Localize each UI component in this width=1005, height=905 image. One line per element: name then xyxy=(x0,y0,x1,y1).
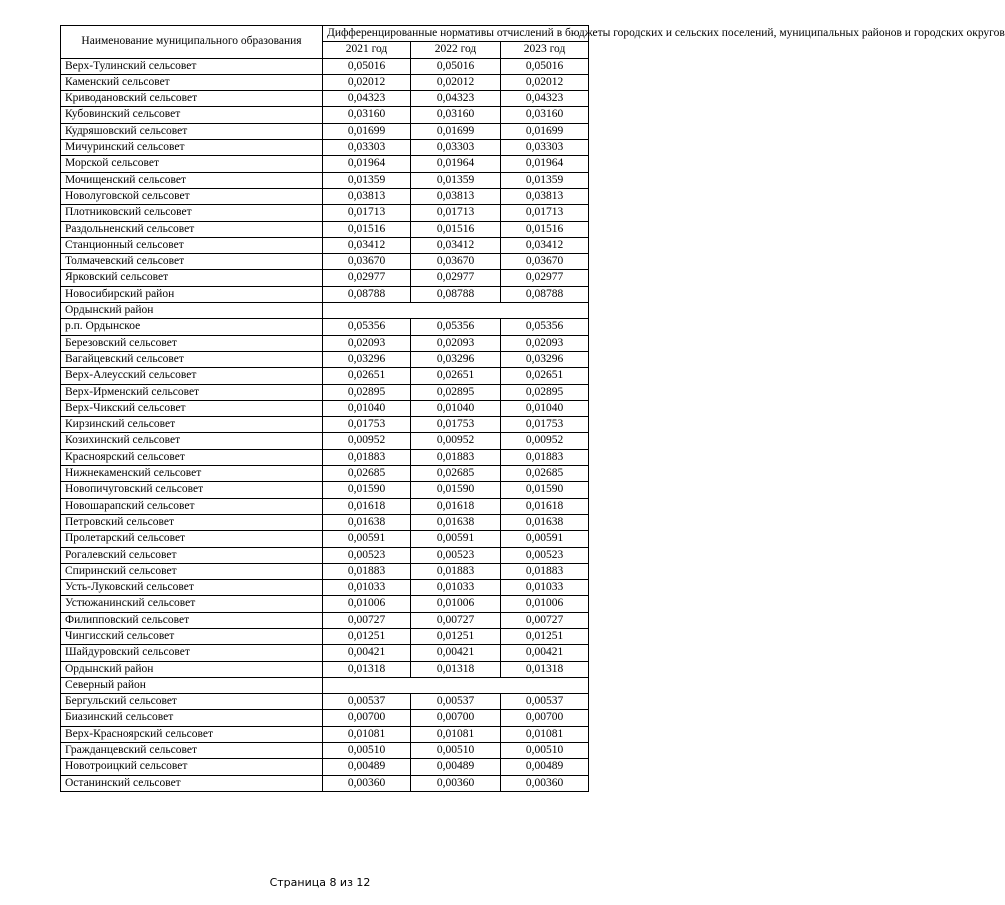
table-row xyxy=(61,563,589,579)
municipality-name: Толмачевский сельсовет xyxy=(61,254,323,270)
norm-value: 0,03160 xyxy=(501,107,589,123)
norm-value: 0,01964 xyxy=(411,156,501,172)
municipality-name: Новопичуговский сельсовет xyxy=(61,482,323,498)
municipality-name: Верх-Чикский сельсовет xyxy=(61,400,323,416)
norm-value: 0,00591 xyxy=(411,531,501,547)
municipality-name: Филипповский сельсовет xyxy=(61,612,323,628)
municipality-name: Новошарапский сельсовет xyxy=(61,498,323,514)
norm-value: 0,03813 xyxy=(323,188,411,204)
norm-value: 0,01883 xyxy=(411,449,501,465)
municipality-name: Раздольненский сельсовет xyxy=(61,221,323,237)
section-title: Ордынский район xyxy=(61,303,323,319)
municipality-name: Кирзинский сельсовет xyxy=(61,417,323,433)
norm-value: 0,01359 xyxy=(323,172,411,188)
norm-value: 0,00591 xyxy=(501,531,589,547)
municipality-name: Биазинский сельсовет xyxy=(61,710,323,726)
norm-value: 0,03160 xyxy=(411,107,501,123)
norm-value: 0,02895 xyxy=(501,384,589,400)
municipality-name: Вагайцевский сельсовет xyxy=(61,351,323,367)
section-empty-cell xyxy=(323,303,589,319)
municipality-name: Красноярский сельсовет xyxy=(61,449,323,465)
section-row xyxy=(61,677,589,693)
table-row xyxy=(61,498,589,514)
norm-value: 0,00591 xyxy=(323,531,411,547)
table-row xyxy=(61,400,589,416)
norm-value: 0,00523 xyxy=(411,547,501,563)
norm-value: 0,08788 xyxy=(501,286,589,302)
municipality-name: Верх-Тулинский сельсовет xyxy=(61,58,323,74)
norm-value: 0,01006 xyxy=(411,596,501,612)
norm-value: 0,00510 xyxy=(411,743,501,759)
norm-value: 0,00360 xyxy=(323,775,411,791)
table-row xyxy=(61,140,589,156)
norm-value: 0,03412 xyxy=(501,237,589,253)
norm-value: 0,08788 xyxy=(323,286,411,302)
norms-table xyxy=(60,25,1005,792)
norm-value: 0,01040 xyxy=(411,400,501,416)
norm-value: 0,00489 xyxy=(501,759,589,775)
norm-value: 0,00421 xyxy=(323,645,411,661)
norm-value: 0,01618 xyxy=(501,498,589,514)
table-row xyxy=(61,645,589,661)
norm-value: 0,02977 xyxy=(323,270,411,286)
norm-value: 0,01081 xyxy=(411,726,501,742)
table-row xyxy=(61,188,589,204)
norm-value: 0,01081 xyxy=(323,726,411,742)
norm-value: 0,01251 xyxy=(323,628,411,644)
norm-value: 0,00523 xyxy=(501,547,589,563)
table-row xyxy=(61,449,589,465)
table-row xyxy=(61,270,589,286)
norm-value: 0,01516 xyxy=(501,221,589,237)
norm-value: 0,00421 xyxy=(501,645,589,661)
norm-value: 0,05016 xyxy=(411,58,501,74)
norm-value: 0,03296 xyxy=(323,351,411,367)
norm-value: 0,01883 xyxy=(323,563,411,579)
norm-value: 0,03813 xyxy=(411,188,501,204)
norm-value: 0,01516 xyxy=(323,221,411,237)
section-row xyxy=(61,303,589,319)
norm-value: 0,00489 xyxy=(411,759,501,775)
norm-value: 0,02651 xyxy=(501,368,589,384)
section-title: Северный район xyxy=(61,677,323,693)
table-row xyxy=(61,58,589,74)
table-row xyxy=(61,694,589,710)
norm-value: 0,02651 xyxy=(411,368,501,384)
norm-value: 0,01359 xyxy=(411,172,501,188)
norm-value: 0,01883 xyxy=(501,449,589,465)
norm-value: 0,02012 xyxy=(501,74,589,90)
municipality-name: Бергульский сельсовет xyxy=(61,694,323,710)
norm-value: 0,01964 xyxy=(323,156,411,172)
norm-value: 0,02012 xyxy=(411,74,501,90)
municipality-name: Козихинский сельсовет xyxy=(61,433,323,449)
table-row xyxy=(61,775,589,791)
norm-value: 0,00727 xyxy=(501,612,589,628)
municipality-name: Мочищенский сельсовет xyxy=(61,172,323,188)
norm-value: 0,01638 xyxy=(501,514,589,530)
norm-value: 0,01883 xyxy=(501,563,589,579)
municipality-name: Морской сельсовет xyxy=(61,156,323,172)
municipality-name: Березовский сельсовет xyxy=(61,335,323,351)
norm-value: 0,02685 xyxy=(501,466,589,482)
norm-value: 0,02685 xyxy=(411,466,501,482)
municipality-name: Гражданцевский сельсовет xyxy=(61,743,323,759)
table-row xyxy=(61,661,589,677)
norm-value: 0,02093 xyxy=(411,335,501,351)
municipality-name: Верх-Красноярский сельсовет xyxy=(61,726,323,742)
norm-value: 0,01699 xyxy=(323,123,411,139)
norm-value: 0,01699 xyxy=(411,123,501,139)
norm-value: 0,01033 xyxy=(411,580,501,596)
norm-value: 0,01006 xyxy=(323,596,411,612)
norm-value: 0,01033 xyxy=(501,580,589,596)
municipality-name: Плотниковский сельсовет xyxy=(61,205,323,221)
norm-value: 0,01618 xyxy=(323,498,411,514)
norm-value: 0,00510 xyxy=(323,743,411,759)
municipality-name: Нижнекаменский сельсовет xyxy=(61,466,323,482)
norm-value: 0,03412 xyxy=(411,237,501,253)
table-row xyxy=(61,417,589,433)
norm-value: 0,03670 xyxy=(323,254,411,270)
section-empty-cell xyxy=(323,677,589,693)
table-row xyxy=(61,319,589,335)
table-row xyxy=(61,433,589,449)
table-row xyxy=(61,482,589,498)
table-row xyxy=(61,172,589,188)
table-row xyxy=(61,514,589,530)
norm-value: 0,00421 xyxy=(411,645,501,661)
norm-value: 0,00489 xyxy=(323,759,411,775)
norm-value: 0,01638 xyxy=(411,514,501,530)
norm-value: 0,03296 xyxy=(411,351,501,367)
municipality-name: Верх-Алеусский сельсовет xyxy=(61,368,323,384)
norm-value: 0,01618 xyxy=(411,498,501,514)
table-row xyxy=(61,596,589,612)
table-row xyxy=(61,123,589,139)
municipality-name: Петровский сельсовет xyxy=(61,514,323,530)
municipality-name: Новотроицкий сельсовет xyxy=(61,759,323,775)
norm-value: 0,02977 xyxy=(411,270,501,286)
municipality-name: Останинский сельсовет xyxy=(61,775,323,791)
norm-value: 0,00360 xyxy=(411,775,501,791)
municipality-name: Верх-Ирменский сельсовет xyxy=(61,384,323,400)
municipality-name: Новолуговской сельсовет xyxy=(61,188,323,204)
table-row xyxy=(61,531,589,547)
norm-value: 0,01318 xyxy=(501,661,589,677)
table-row xyxy=(61,759,589,775)
table-row xyxy=(61,74,589,90)
norm-value: 0,00537 xyxy=(411,694,501,710)
norm-value: 0,01359 xyxy=(501,172,589,188)
norm-value: 0,01713 xyxy=(501,205,589,221)
norm-value: 0,03160 xyxy=(323,107,411,123)
norm-value: 0,00727 xyxy=(411,612,501,628)
norm-value: 0,01318 xyxy=(323,661,411,677)
norm-value: 0,00952 xyxy=(411,433,501,449)
norm-value: 0,01318 xyxy=(411,661,501,677)
municipality-name: Ордынский район xyxy=(61,661,323,677)
norm-value: 0,00537 xyxy=(501,694,589,710)
norm-value: 0,01040 xyxy=(501,400,589,416)
norm-value: 0,03670 xyxy=(411,254,501,270)
table-row xyxy=(61,612,589,628)
norm-value: 0,05356 xyxy=(323,319,411,335)
norm-value: 0,02895 xyxy=(411,384,501,400)
norm-value: 0,00727 xyxy=(323,612,411,628)
norm-value: 0,03303 xyxy=(411,140,501,156)
municipality-name: Усть-Луковский сельсовет xyxy=(61,580,323,596)
table-row xyxy=(61,710,589,726)
municipality-name: Криводановский сельсовет xyxy=(61,91,323,107)
norm-value: 0,01516 xyxy=(411,221,501,237)
norm-value: 0,01040 xyxy=(323,400,411,416)
column-header-year-2022: 2022 год xyxy=(411,42,501,58)
norm-value: 0,02012 xyxy=(323,74,411,90)
municipality-name: Чингисский сельсовет xyxy=(61,628,323,644)
norm-value: 0,01251 xyxy=(501,628,589,644)
table-row xyxy=(61,221,589,237)
norm-value: 0,00510 xyxy=(501,743,589,759)
norm-value: 0,01713 xyxy=(411,205,501,221)
norm-value: 0,00952 xyxy=(323,433,411,449)
norm-value: 0,05016 xyxy=(323,58,411,74)
norm-value: 0,00360 xyxy=(501,775,589,791)
norm-value: 0,00700 xyxy=(411,710,501,726)
table-row xyxy=(61,466,589,482)
column-header-group: Дифференцированные нормативы отчислений в бюджеты городских и сельских поселений, муниципальных районов и городских округов xyxy=(323,26,589,42)
norm-value: 0,02651 xyxy=(323,368,411,384)
norm-value: 0,05016 xyxy=(501,58,589,74)
norm-value: 0,02895 xyxy=(323,384,411,400)
norm-value: 0,01081 xyxy=(501,726,589,742)
table-row xyxy=(61,384,589,400)
municipality-name: Мичуринский сельсовет xyxy=(61,140,323,156)
norm-value: 0,01251 xyxy=(411,628,501,644)
table-row xyxy=(61,580,589,596)
table-row xyxy=(61,156,589,172)
table-row xyxy=(61,286,589,302)
norm-value: 0,00523 xyxy=(323,547,411,563)
norm-value: 0,04323 xyxy=(501,91,589,107)
table-body xyxy=(61,58,589,791)
municipality-name: Шайдуровский сельсовет xyxy=(61,645,323,661)
norm-value: 0,02977 xyxy=(501,270,589,286)
norm-value: 0,03303 xyxy=(501,140,589,156)
norm-value: 0,01590 xyxy=(323,482,411,498)
norm-value: 0,00700 xyxy=(501,710,589,726)
municipality-name: Каменский сельсовет xyxy=(61,74,323,90)
norm-value: 0,03813 xyxy=(501,188,589,204)
municipality-name: Устюжанинский сельсовет xyxy=(61,596,323,612)
norm-value: 0,01033 xyxy=(323,580,411,596)
table-row xyxy=(61,547,589,563)
norm-value: 0,02093 xyxy=(323,335,411,351)
norm-value: 0,01590 xyxy=(501,482,589,498)
norm-value: 0,04323 xyxy=(411,91,501,107)
column-header-year-2023: 2023 год xyxy=(501,42,589,58)
norm-value: 0,01699 xyxy=(501,123,589,139)
table-row xyxy=(61,351,589,367)
norm-value: 0,01883 xyxy=(323,449,411,465)
norm-value: 0,00952 xyxy=(501,433,589,449)
table-row xyxy=(61,335,589,351)
norm-value: 0,02685 xyxy=(323,466,411,482)
table-row xyxy=(61,254,589,270)
table-row xyxy=(61,107,589,123)
table-row xyxy=(61,743,589,759)
municipality-name: Кубовинский сельсовет xyxy=(61,107,323,123)
norm-value: 0,03670 xyxy=(501,254,589,270)
norm-value: 0,01964 xyxy=(501,156,589,172)
page-number: Страница 8 из 12 xyxy=(269,876,371,889)
norm-value: 0,01713 xyxy=(323,205,411,221)
norm-value: 0,02093 xyxy=(501,335,589,351)
column-header-year-2021: 2021 год xyxy=(323,42,411,58)
norm-value: 0,03412 xyxy=(323,237,411,253)
municipality-name: Пролетарский сельсовет xyxy=(61,531,323,547)
norm-value: 0,01753 xyxy=(323,417,411,433)
table-row xyxy=(61,726,589,742)
column-header-name: Наименование муниципального образования xyxy=(61,26,323,59)
norm-value: 0,05356 xyxy=(501,319,589,335)
norm-value: 0,04323 xyxy=(323,91,411,107)
table-row xyxy=(61,91,589,107)
norm-value: 0,03303 xyxy=(323,140,411,156)
municipality-name: Спиринский сельсовет xyxy=(61,563,323,579)
norm-value: 0,08788 xyxy=(411,286,501,302)
norm-value: 0,01753 xyxy=(411,417,501,433)
table-row xyxy=(61,368,589,384)
norm-value: 0,01883 xyxy=(411,563,501,579)
municipality-name: Рогалевский сельсовет xyxy=(61,547,323,563)
norm-value: 0,01638 xyxy=(323,514,411,530)
municipality-name: р.п. Ордынское xyxy=(61,319,323,335)
municipality-name: Новосибирский район xyxy=(61,286,323,302)
municipality-name: Станционный сельсовет xyxy=(61,237,323,253)
table-row xyxy=(61,628,589,644)
norm-value: 0,01590 xyxy=(411,482,501,498)
table-row xyxy=(61,205,589,221)
norm-value: 0,00700 xyxy=(323,710,411,726)
norm-value: 0,01753 xyxy=(501,417,589,433)
table-row xyxy=(61,237,589,253)
municipality-name: Ярковский сельсовет xyxy=(61,270,323,286)
norm-value: 0,00537 xyxy=(323,694,411,710)
norm-value: 0,03296 xyxy=(501,351,589,367)
municipality-name: Кудряшовский сельсовет xyxy=(61,123,323,139)
norm-value: 0,01006 xyxy=(501,596,589,612)
norm-value: 0,05356 xyxy=(411,319,501,335)
